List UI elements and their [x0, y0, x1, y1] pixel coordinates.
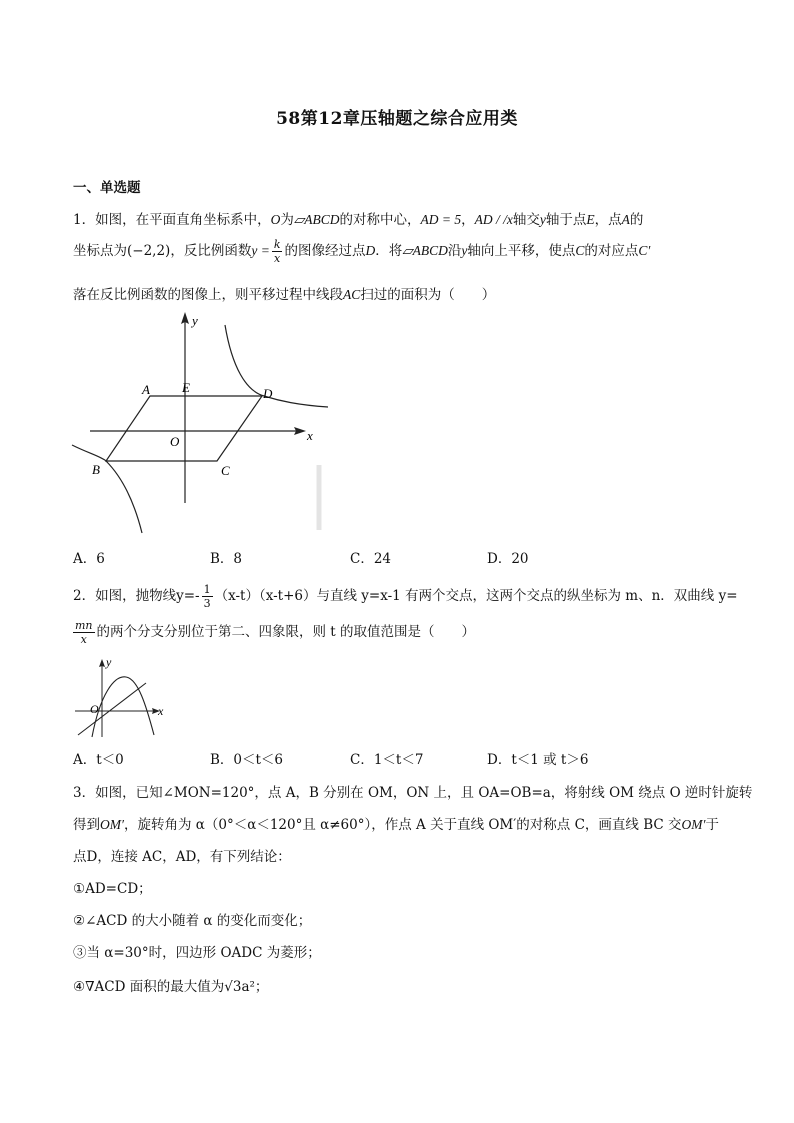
- fig-label-a: A: [142, 382, 150, 397]
- q3-conclusion-1: ①AD=CD；: [73, 881, 152, 897]
- q1-figure: [70, 305, 335, 540]
- fig-label-d: D: [263, 386, 273, 401]
- q1-line-1: 1．如图，在平面直角坐标系中，O为▱ABCD的对称中心，AD = 5，AD / /x轴交y轴于点E，点A的: [73, 212, 644, 228]
- fig-label-e: E: [182, 380, 190, 395]
- fig-label-b: B: [92, 462, 100, 477]
- q2-line-1: 2．如图，抛物线y=- $\frac{1}{3}$ （x-t）（x-t+6）与直线 y=x-1 有两个交点，这两个交点的纵坐标为 m、n．双曲线 y=: [73, 583, 738, 610]
- fig-label-x: x: [158, 704, 164, 718]
- q3-line-1: 3．如图，已知∠MON=120°，点 A，B 分别在 OM，ON 上，且 OA=OB=a，将射线 OM 绕点 O 逆时针旋转: [73, 785, 753, 801]
- hyperbola-branch-lower: [72, 445, 142, 533]
- fraction-one-third: $\frac{1}{3}$: [203, 583, 211, 610]
- q3-line-3: 点D，连接 AC，AD，有下列结论：: [73, 849, 291, 865]
- q3-conclusion-3: ③当 α=30°时，四边形 OADC 为菱形；: [73, 945, 321, 961]
- fig-label-o: O: [170, 434, 180, 449]
- parabola-curve: [92, 677, 154, 737]
- fraction-mn-over-x: $\frac{mn}{x}$: [75, 619, 93, 646]
- hyperbola-branch-upper: [225, 325, 328, 407]
- q2-option-c[interactable]: C．1＜t＜7: [350, 752, 424, 768]
- y-axis-arrow-icon: [99, 659, 105, 667]
- fig-label-x: x: [307, 428, 313, 443]
- q1-line-3: 落在反比例函数的图像上，则平移过程中线段AC扫过的面积为（ ）: [73, 287, 496, 303]
- line-y-x-minus-1: [78, 683, 146, 735]
- q2-figure: [70, 655, 170, 740]
- fig-label-o: O: [90, 702, 99, 716]
- q1-option-b[interactable]: B．8: [210, 551, 243, 567]
- q3-line-2: 得到OM′，旋转角为 α（0°＜α＜120°且 α≠60°），作点 A 关于直线 OM′的对称点 C，画直线 BC 交OM′于: [73, 817, 719, 833]
- parallelogram-abcd: [106, 396, 262, 461]
- fig-label-y: y: [106, 655, 112, 669]
- fig-label-c: C: [221, 463, 230, 478]
- fig-label-y: y: [192, 313, 198, 328]
- q3-conclusion-2: ②∠ACD 的大小随着 α 的变化而变化；: [73, 913, 312, 929]
- page-title: 58第12章压轴题之综合应用类: [276, 109, 518, 129]
- q2-option-b[interactable]: B．0＜t＜6: [210, 752, 284, 768]
- q1-line-2: 坐标点为(−2,2)，反比例函数y = $\frac{k}{x}$ 的图像经过点D．将▱ABCD沿y轴向上平移，使点C的对应点C′: [73, 238, 651, 265]
- q2-option-d[interactable]: D．t＜1 或 t＞6: [487, 752, 589, 768]
- q3-conclusion-4: ④∇ACD 面积的最大值为√3a²；: [73, 979, 269, 995]
- fraction-k-over-x: $\frac{k}{x}$: [273, 238, 281, 265]
- q1-option-d[interactable]: D．20: [487, 551, 529, 567]
- q1-option-c[interactable]: C．24: [350, 551, 392, 567]
- section-heading: 一、单选题: [73, 180, 141, 196]
- q2-line-2: $\frac{mn}{x}$ 的两个分支分别位于第二、四象限，则 t 的取值范围是（ ）: [75, 619, 476, 646]
- q2-option-a[interactable]: A．t＜0: [73, 752, 124, 768]
- q1-option-a[interactable]: A．6: [73, 551, 105, 567]
